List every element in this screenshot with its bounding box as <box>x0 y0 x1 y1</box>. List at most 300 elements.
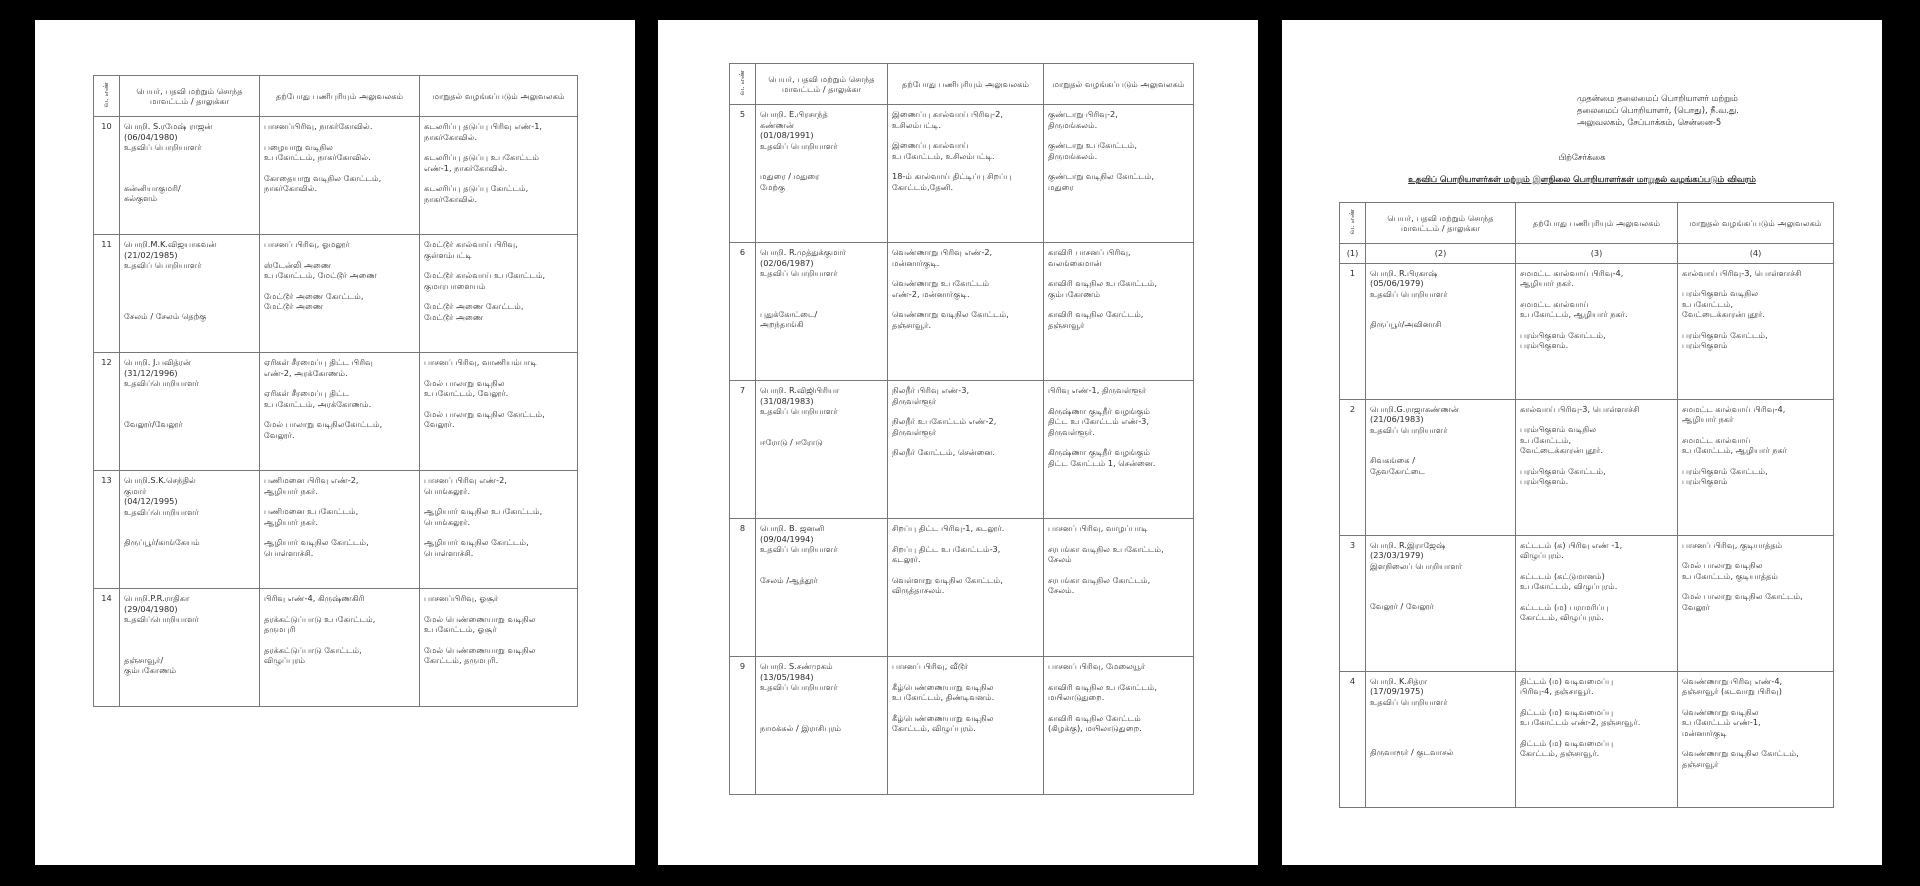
current-office-line: கோட்டம்,தேனி. <box>892 181 954 192</box>
line-spacer <box>1520 728 1673 738</box>
line-spacer <box>124 271 255 281</box>
line-spacer <box>1048 534 1189 544</box>
line-spacer <box>1682 550 1829 560</box>
transfer-office-line: சமமட்ட கால்வாய் பிரிவு-4, <box>1682 403 1786 414</box>
table-row <box>1340 535 1834 671</box>
line-spacer <box>760 417 883 427</box>
serial-number: 12 <box>94 353 120 471</box>
table-row <box>94 353 578 471</box>
current-office-line: சமமட்ட கால்வாய் பிரிவு-4, <box>1520 267 1624 278</box>
column-number: (4) <box>1678 244 1834 264</box>
line-spacer <box>1048 161 1189 171</box>
transfer-office-line: காவிரி வடிநில உபகோட்டம், <box>1048 681 1157 692</box>
transfer-office-cell <box>420 235 578 353</box>
line-spacer <box>892 534 1039 544</box>
employee-detail-line: சேலம் /ஆத்தூர் <box>760 574 818 585</box>
employee-details-cell <box>120 353 260 471</box>
line-spacer <box>264 496 415 506</box>
employee-details-cell <box>120 117 260 235</box>
line-spacer <box>264 250 415 260</box>
current-office-line: மன்னார்குடி. <box>892 257 940 268</box>
current-office-line: ஆழியார் வடிநில கோட்டம், <box>264 537 369 548</box>
employee-detail-line: பொறி. S.ரமேஷ் ராஜன் <box>124 121 213 132</box>
line-spacer <box>1370 581 1511 591</box>
employee-details-cell <box>120 589 260 707</box>
employee-detail-line: (29/04/1980) <box>124 603 178 614</box>
line-spacer <box>1520 592 1673 602</box>
transfer-office-line: கடலரிப்பு தடுப்பு கோட்டம், <box>424 183 529 194</box>
current-office-line: உபகோட்டம், நாகர்கோவில். <box>264 152 371 163</box>
line-spacer <box>1370 707 1511 717</box>
line-spacer <box>760 151 883 161</box>
employee-detail-line: (31/08/1983) <box>760 395 814 406</box>
office-header-line: அலுவலகம், சேப்பாக்கம், சென்னை-5 <box>1577 117 1722 128</box>
transfer-office-line: காவிரி வடிநில கோட்டம், <box>1048 309 1144 320</box>
serial-number: 7 <box>730 381 756 519</box>
transfer-office-line: கும்பகோணம் <box>1048 288 1101 299</box>
transfer-office-cell <box>1678 399 1834 535</box>
transfer-office-line: குண்டாறு உபகோட்டம், <box>1048 140 1137 151</box>
employee-detail-line: கன்னியாகுமரி/ <box>124 182 181 193</box>
current-office-line: நிலநீர் பிரிவு எண்-3, <box>892 385 970 396</box>
transfer-office-line: கிருஷ்ணா குடிநீர் வழங்கும் <box>1048 447 1151 458</box>
employee-detail-line: குமார் <box>124 485 147 496</box>
current-office-line: பாசனப் பிரிவு, வீடூர் <box>892 661 969 672</box>
transfer-office-line: குமாரபாளையம் <box>424 280 486 291</box>
current-office-line: பிரிவு-4, தஞ்சாவூர். <box>1520 686 1594 697</box>
transfer-office-line: திட்ட உபகோட்டம் எண்-3, <box>1048 416 1149 427</box>
name-header: பெயர், பதவி மற்றும் சொந்த மாவட்டம் / தாலுக்கா <box>120 76 260 117</box>
transfer-office-line: தஞ்சாவூர் <box>1682 758 1719 769</box>
line-spacer <box>424 291 573 301</box>
employee-detail-line: பொறி. S.சண்முகம் <box>760 661 833 672</box>
employee-details-cell <box>756 243 888 381</box>
serial-number: 13 <box>94 471 120 589</box>
line-spacer <box>1370 717 1511 727</box>
line-spacer <box>264 409 415 419</box>
employee-details-cell <box>1366 671 1516 807</box>
current-office-header: தற்போது பணிபுரியும் அலுவலகம் <box>260 76 420 117</box>
current-office-line: பணிமனை உபகோட்டம், <box>264 506 359 517</box>
current-office-line: எண்-2, அரக்கோணம். <box>264 367 348 378</box>
line-spacer <box>760 299 883 309</box>
name-header: பெயர், பதவி மற்றும் சொந்த மாவட்டம் / தாலுக்கா <box>1366 203 1516 244</box>
line-spacer <box>892 268 1039 278</box>
current-office-line: வெண்ணாறு பிரிவு எண்-2, <box>892 247 993 258</box>
current-office-line: பிரிவு எண்-4, கிருஷ்ணகிரி <box>264 593 365 604</box>
document-subtitle: உதவிப் பொறியாளர்கள் மற்றும் இளநிலை பொறியாளர்கள் மாறுதல் வழங்கப்படும் விவரம் <box>1408 174 1756 184</box>
table-row <box>94 589 578 707</box>
current-office-line: கோதையாறு வடிநில கோட்டம், <box>264 172 382 183</box>
line-spacer <box>1520 289 1673 299</box>
serial-number: 10 <box>94 117 120 235</box>
transfer-office-cell <box>1044 105 1194 243</box>
current-office-header: தற்போது பணிபுரியும் அலுவலகம் <box>888 64 1044 105</box>
employee-detail-line: உதவிப் பொறியாளர் <box>1370 288 1448 299</box>
current-office-line: உசிலம்பட்டி. <box>892 119 941 130</box>
line-spacer <box>264 163 415 173</box>
serial-number: 3 <box>1340 535 1366 671</box>
current-office-line: பரம்பிகுளம். <box>1520 476 1569 487</box>
transfer-office-line: வேட்டைக்காரன்புதூர். <box>1682 309 1765 320</box>
transfer-office-line: திட்ட கோட்டம் 1, சென்னை. <box>1048 457 1156 468</box>
line-spacer <box>1370 445 1511 455</box>
current-office-cell <box>260 117 420 235</box>
current-office-line: கட்டடம் (கட்டுமானம்) <box>1520 570 1605 581</box>
current-office-line: கட்டடம் (க) பிரிவு எண் -1, <box>1520 539 1623 550</box>
employee-detail-line: உதவிப் பொறியாளர் <box>760 268 838 279</box>
current-office-line: உபகோட்டம், ஆழியார் நகர். <box>1520 309 1628 320</box>
transfer-table-page-1 <box>93 75 578 707</box>
line-spacer <box>424 604 573 614</box>
line-spacer <box>1370 591 1511 601</box>
current-office-line: கடலூர். <box>892 554 921 565</box>
transfer-office-cell <box>420 471 578 589</box>
transfer-office-line: கால்வாய் பிரிவு-3, பொள்ளாச்சி <box>1682 267 1802 278</box>
employee-details-cell <box>756 381 888 519</box>
transfer-office-line: மேட்டூர் கால்வாய் பிரிவு, <box>424 239 518 250</box>
current-office-line: தரக்கட்டுப்பாடு கோட்டம், <box>264 644 362 655</box>
employee-detail-line: பொறி. K.சித்ரா <box>1370 675 1428 686</box>
current-office-line: நாகர்கோவில். <box>264 183 318 194</box>
line-spacer <box>264 635 415 645</box>
line-spacer <box>1520 456 1673 466</box>
table-header-row <box>730 64 1194 105</box>
sno-header: வ. எண் <box>730 64 756 105</box>
column-number: (2) <box>1366 244 1516 264</box>
current-office-line: உபகோட்டம் எண்-2, தஞ்சாவூர். <box>1520 717 1641 728</box>
line-spacer <box>424 260 573 270</box>
current-office-line: வேலூர். <box>264 429 295 440</box>
transfer-office-header: மாறுதல் வழங்கப்படும் அலுவலகம் <box>420 76 578 117</box>
sno-header: வ. எண் <box>94 76 120 117</box>
current-office-line: பரம்பிகுளம். <box>1520 340 1569 351</box>
current-office-line: உபகோட்டம், உசிலம்பட்டி. <box>892 150 995 161</box>
transfer-office-line: மேல் பாலாறு வடிநில <box>1682 560 1763 571</box>
line-spacer <box>760 565 883 575</box>
line-spacer <box>892 406 1039 416</box>
employee-detail-line: புதுக்கோட்டை/ <box>760 308 818 319</box>
current-office-line: உபகோட்டம், திண்டிவனம். <box>892 692 995 703</box>
current-office-cell <box>888 657 1044 795</box>
current-office-line: பாசனப்பிரிவு, நாகர்கோவில். <box>264 121 373 132</box>
employee-detail-line: உதவிப் பொறியாளர் <box>760 682 838 693</box>
transfer-office-line: கோட்டம், தருமபுரி. <box>424 655 499 666</box>
employee-detail-line: திருப்பூர்/அவினாசி <box>1370 319 1442 330</box>
employee-details-cell <box>120 471 260 589</box>
transfer-office-line: கிருஷ்ணா குடிநீர் வழங்கும் <box>1048 405 1151 416</box>
current-office-line: திட்டம் (ம) வடிவமைப்பு <box>1520 706 1614 717</box>
serial-number: 8 <box>730 519 756 657</box>
transfer-office-line: நாகர்கோவில். <box>424 131 478 142</box>
current-office-line: வேட்டைக்காரன்புதூர். <box>1520 445 1603 456</box>
employee-detail-line: மேற்கு <box>760 181 786 192</box>
current-office-line: இணைப்பு கால்வாய் <box>892 140 969 151</box>
current-office-line: தரக்கட்டுப்பாடு உபகோட்டம், <box>264 613 376 624</box>
transfer-office-line: உபகோட்டம் எண்-1, <box>1682 717 1761 728</box>
document-page-2 <box>658 20 1258 865</box>
line-spacer <box>264 132 415 142</box>
annexure-title: பிற்சேர்க்கை <box>1558 152 1606 162</box>
transfer-office-cell <box>420 117 578 235</box>
column-number-row <box>1340 244 1834 264</box>
line-spacer <box>760 427 883 437</box>
current-office-cell <box>1516 671 1678 807</box>
transfer-office-cell <box>1044 381 1194 519</box>
table-row <box>730 381 1194 519</box>
transfer-office-line: உபகோட்டம், வேலூர். <box>424 388 509 399</box>
transfer-office-cell <box>1678 263 1834 399</box>
employee-detail-line: (31/12/1996) <box>124 367 178 378</box>
employee-detail-line: பொறி. J.பவித்ரன் <box>124 357 191 368</box>
line-spacer <box>892 299 1039 309</box>
current-office-cell <box>260 353 420 471</box>
line-spacer <box>1520 414 1673 424</box>
employee-detail-line: பொறி.P.R.ராதிகா <box>124 593 190 604</box>
current-office-line: சமமட்ட கால்வாய் <box>1520 298 1589 309</box>
line-spacer <box>760 289 883 299</box>
line-spacer <box>760 703 883 713</box>
employee-detail-line: உதவிப் பொறியாளர் <box>760 544 838 555</box>
line-spacer <box>760 161 883 171</box>
current-office-line: திருவள்ளூர் <box>892 395 937 406</box>
current-office-line: தருமபுரி <box>264 624 296 635</box>
transfer-office-line: மேல் பாலாறு வடிநில <box>424 377 505 388</box>
line-spacer <box>424 173 573 183</box>
transfer-office-cell <box>1044 657 1194 795</box>
serial-number: 11 <box>94 235 120 353</box>
line-spacer <box>124 153 255 163</box>
transfer-office-line: வேலூர். <box>424 419 455 430</box>
line-spacer <box>1048 299 1189 309</box>
transfer-office-line: வெண்ணாறு வடிநில <box>1682 706 1759 717</box>
employee-detail-line: (02/06/1987) <box>760 257 814 268</box>
employee-detail-line: கண்ணன் <box>760 119 795 130</box>
employee-detail-line: அறந்தாங்கி <box>760 319 804 330</box>
current-office-line: உபகோட்டம், <box>1520 434 1572 445</box>
transfer-office-line: சேலம் <box>1048 554 1072 565</box>
current-office-cell <box>888 381 1044 519</box>
current-office-line: ஏரிகள் சீரமைப்பு திட்ட பிரிவு <box>264 357 373 368</box>
employee-detail-line: பொறி. R.இராஜேஷ் <box>1370 539 1446 550</box>
current-office-line: வெள்ளாறு வடிநில கோட்டம், <box>892 574 1003 585</box>
transfer-office-cell <box>420 353 578 471</box>
line-spacer <box>1370 737 1511 747</box>
transfer-office-line: திருவள்ளூர். <box>1048 426 1095 437</box>
employee-detail-line: உதவிப் பொறியாளர் <box>760 406 838 417</box>
transfer-office-line: பாசனப்பிரிவு, ஓசூர் <box>424 593 499 604</box>
employee-details-cell <box>756 657 888 795</box>
employee-detail-line: உதவிப் பொறியாளர் <box>124 142 202 153</box>
table-header-row <box>1340 203 1834 244</box>
transfer-office-line: பரம்பிகுளம் வடிநில <box>1682 288 1759 299</box>
employee-detail-line: (17/09/1975) <box>1370 686 1424 697</box>
current-office-cell <box>1516 399 1678 535</box>
line-spacer <box>1048 396 1189 406</box>
employee-detail-line: இளநிலைப் பொறியாளர் <box>1370 560 1463 571</box>
employee-detail-line: பொறி.S.K.செந்தில் <box>124 475 196 486</box>
employee-detail-line: உதவிப் பொறியாளர் <box>1370 424 1448 435</box>
line-spacer <box>892 703 1039 713</box>
line-spacer <box>1682 425 1829 435</box>
employee-detail-line: உதவிப் பொறியாளர் <box>760 140 838 151</box>
line-spacer <box>1520 320 1673 330</box>
transfer-office-line: உபகோட்டம், ஓசூர் <box>424 624 497 635</box>
transfer-office-line: உபகோட்டம், குடியாத்தம் <box>1682 570 1778 581</box>
current-office-line: பொள்ளாச்சி. <box>264 547 314 558</box>
current-office-line: விழுப்புரம் <box>264 655 306 666</box>
transfer-office-line: பாசனப் பிரிவு எண்-2, <box>424 475 507 486</box>
employee-detail-line: சேலம் / சேலம் தெற்கு <box>124 310 207 321</box>
employee-detail-line: (06/04/1980) <box>124 131 178 142</box>
employee-detail-line: பொறி.M.K.விஜயாகவன் <box>124 239 217 250</box>
line-spacer <box>1048 437 1189 447</box>
line-spacer <box>264 281 415 291</box>
transfer-office-line: காவிரி வடிநில கோட்டம் <box>1048 712 1141 723</box>
current-office-line: மேட்டூர் அணை கோட்டம், <box>264 290 364 301</box>
table-row <box>94 117 578 235</box>
current-office-line: வெண்ணாறு வடிநில கோட்டம், <box>892 309 1009 320</box>
transfer-office-line: திருமங்கலம். <box>1048 119 1098 130</box>
current-office-line: மேட்டூர் அணை <box>264 301 324 312</box>
current-office-header: தற்போது பணிபுரியும் அலுவலகம் <box>1516 203 1678 244</box>
line-spacer <box>1370 727 1511 737</box>
employee-detail-line: மதுரை / மதுரை <box>760 171 820 182</box>
current-office-line: ஏரிகள் சீரமைப்பு திட்ட <box>264 388 350 399</box>
current-office-cell <box>1516 535 1678 671</box>
transfer-office-line: உபகோட்டம், <box>1682 298 1734 309</box>
transfer-office-cell <box>1044 243 1194 381</box>
transfer-office-line: வெண்ணாறு வடிநில கோட்டம், <box>1682 748 1799 759</box>
employee-detail-line: பொறி. B. ஜனனி <box>760 523 825 534</box>
transfer-office-line: மேல் பாலாறு வடிநில கோட்டம், <box>424 408 545 419</box>
current-office-line: இணைப்பு கால்வாய் பிரிவு-2, <box>892 109 1003 120</box>
table-row <box>1340 671 1834 807</box>
employee-detail-line: ஈரோடு / ஈரோடு <box>760 436 823 447</box>
employee-detail-line: (21/06/1983) <box>1370 414 1424 425</box>
line-spacer <box>124 163 255 173</box>
employee-detail-line: (05/06/1979) <box>1370 278 1424 289</box>
line-spacer <box>1682 738 1829 748</box>
employee-detail-line: தேவகோட்டை <box>1370 465 1426 476</box>
transfer-office-line: பாசனப் பிரிவு, வாழப்பாடி <box>1048 523 1148 534</box>
line-spacer <box>1048 268 1189 278</box>
transfer-office-cell <box>1678 535 1834 671</box>
transfer-office-line: வேலூர் <box>1682 601 1710 612</box>
line-spacer <box>1682 456 1829 466</box>
document-page-3 <box>1282 20 1882 865</box>
transfer-office-line: எண்-1, நாகர்கோவில். <box>424 162 508 173</box>
line-spacer <box>424 399 573 409</box>
current-office-line: பழையாறு வடிநில <box>264 141 334 152</box>
current-office-cell <box>888 243 1044 381</box>
employee-details-cell <box>756 105 888 243</box>
line-spacer <box>264 527 415 537</box>
table-row <box>1340 263 1834 399</box>
line-spacer <box>760 713 883 723</box>
serial-number: 5 <box>730 105 756 243</box>
transfer-office-line: மேல் பெண்ணையாறு வடிநில <box>424 644 536 655</box>
serial-number: 6 <box>730 243 756 381</box>
current-office-line: திட்டம் (ம) வடிவமைப்பு <box>1520 675 1614 686</box>
transfer-office-line: மேட்டூர் அணை கோட்டம், <box>424 301 524 312</box>
serial-number: 4 <box>1340 671 1366 807</box>
current-office-line: ஆழியார் நகர். <box>264 485 318 496</box>
transfer-office-line: வலங்கைமான் <box>1048 257 1102 268</box>
transfer-office-line: ஆழியார் வடிநில கோட்டம், <box>424 537 529 548</box>
current-office-line: ஆழியார் நகர். <box>264 516 318 527</box>
line-spacer <box>124 517 255 527</box>
line-spacer <box>1370 299 1511 309</box>
employee-detail-line: சிவகங்கை / <box>1370 455 1416 466</box>
line-spacer <box>124 291 255 301</box>
column-number: (3) <box>1516 244 1678 264</box>
transfer-office-cell <box>1678 671 1834 807</box>
table-row <box>94 471 578 589</box>
line-spacer <box>1682 697 1829 707</box>
current-office-line: உபகோட்டம், அரக்கோணம். <box>264 398 372 409</box>
transfer-office-line: மதுரை <box>1048 181 1074 192</box>
transfer-office-line: மேட்டூர் அணை <box>424 311 484 322</box>
table-row <box>730 657 1194 795</box>
current-office-line: விழுப்புரம். <box>1520 550 1564 561</box>
current-office-line: சிறப்பு திட்ட உபகோட்டம்-3, <box>892 543 1001 554</box>
current-office-line: திருவள்ளூர் <box>892 426 937 437</box>
transfer-office-line: பரம்பிகுளம் கோட்டம், <box>1682 465 1768 476</box>
transfer-office-line: சேலம். <box>1048 585 1075 596</box>
table-row <box>730 243 1194 381</box>
employee-detail-line: உதவிப்பொறியாளர் <box>124 378 199 389</box>
employee-detail-line: பொறி. E.பிரசாந்த் <box>760 109 828 120</box>
transfer-office-line: மேல் பாலாறு வடிநில கோட்டம், <box>1682 591 1803 602</box>
employee-detail-line: (21/02/1985) <box>124 249 178 260</box>
transfer-office-line: ஆழியார் வடிநில உபகோட்டம், <box>424 506 543 517</box>
serial-number: 9 <box>730 657 756 795</box>
line-spacer <box>892 437 1039 447</box>
employee-detail-line: பொறி. R.விஜிபிரியா <box>760 385 840 396</box>
table-header-row <box>94 76 578 117</box>
transfer-office-line: குள்ளம்பட்டி <box>424 249 472 260</box>
current-office-line: பரம்பிகுளம் வடிநில <box>1520 424 1597 435</box>
transfer-office-line: சரபங்கா வடிநில உபகோட்டம், <box>1048 543 1164 554</box>
line-spacer <box>424 142 573 152</box>
current-office-line: கால்வாய் பிரிவு-3, பொள்ளாச்சி <box>1520 403 1640 414</box>
transfer-table-page-2 <box>729 63 1194 795</box>
transfer-office-line: (கிழக்கு), மயிலாடுதுறை. <box>1048 723 1142 734</box>
line-spacer <box>424 368 573 378</box>
line-spacer <box>760 279 883 289</box>
line-spacer <box>124 409 255 419</box>
office-address-header <box>1577 92 1837 129</box>
line-spacer <box>1370 571 1511 581</box>
current-office-line: தஞ்சாவூர். <box>892 319 932 330</box>
current-office-cell <box>888 519 1044 657</box>
line-spacer <box>264 378 415 388</box>
line-spacer <box>1682 581 1829 591</box>
employee-detail-line: உதவிப்பொறியாளர் <box>124 614 199 625</box>
current-office-cell <box>260 471 420 589</box>
employee-details-cell <box>1366 535 1516 671</box>
employee-detail-line: திருவாரூர் / குடவாசல் <box>1370 747 1454 758</box>
table-row <box>730 519 1194 657</box>
current-office-line: சிறப்பு திட்ட பிரிவு-1, கடலூர். <box>892 523 1005 534</box>
line-spacer <box>1520 697 1673 707</box>
current-office-line: கீழ்பெண்ணையாறு வடிநில <box>892 681 994 692</box>
transfer-office-line: காவிரி பாசனப் பிரிவு, <box>1048 247 1131 258</box>
employee-detail-line: (13/05/1984) <box>760 671 814 682</box>
transfer-office-line: மன்னார்குடி <box>1682 727 1727 738</box>
employee-detail-line: பொறி.G.ராஜாகண்ணன் <box>1370 403 1459 414</box>
